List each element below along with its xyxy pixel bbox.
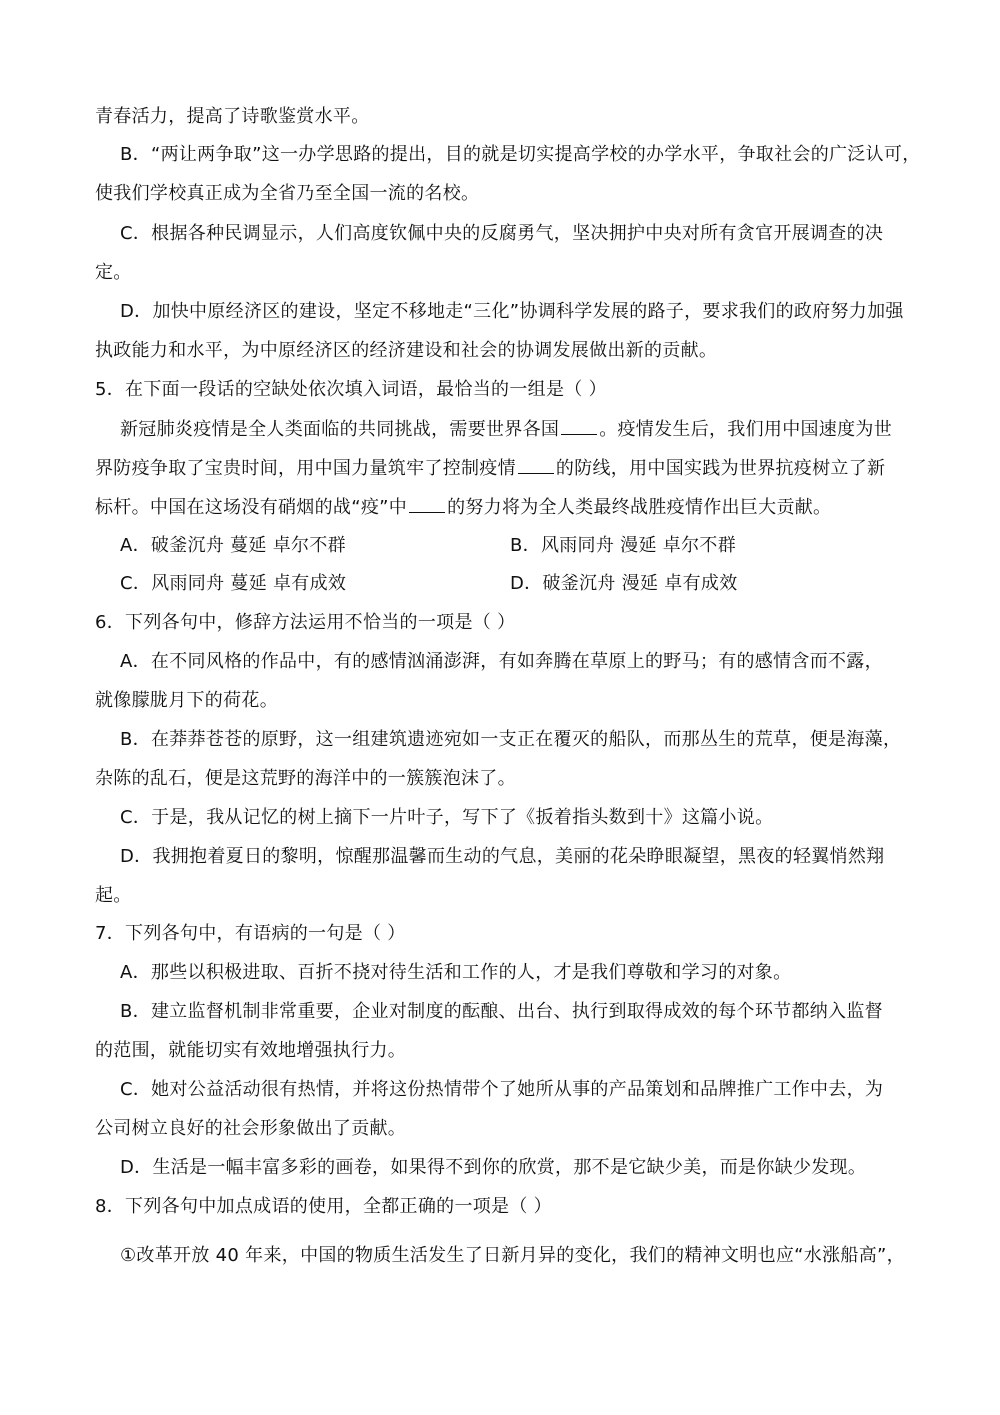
q6-option-a: A．在不同风格的作品中，有的感情汹涌澎湃，有如奔腾在草原上的野马；有的感情含而不露， [120,651,883,672]
q5-passage-line [120,416,892,443]
q4-option-d: D．加快中原经济区的建设，坚定不移地走“三化”协调科学发展的路子，要求我们的政府努力加强 [120,301,904,322]
text-line: 公司树立良好的社会形象做出了贡献。 [95,1118,407,1139]
text-line: 的范围，就能切实有效地增强执行力。 [95,1040,407,1061]
q4-option-c: C．根据各种民调显示，人们高度钦佩中央的反腐勇气，坚决拥护中央对所有贪官开展调查的决 [120,223,884,244]
fill-blank-2 [518,455,554,474]
question-5-title: 5．在下面一段话的空缺处依次填入词语，最恰当的一组是（ ） [95,379,607,400]
q5-passage-text: 。疫情发生后，我们用中国速度为世 [599,419,893,440]
q7-option-d: D．生活是一幅丰富多彩的画卷，如果得不到你的欣赏，那不是它缺少美，而是你缺少发现。 [120,1157,867,1178]
q5-passage-text: 的防线，用中国实践为世界抗疫树立了新 [555,458,886,479]
text-line: 执政能力和水平，为中原经济区的经济建设和社会的协调发展做出新的贡献。 [95,340,718,361]
text-line: 起。 [95,885,132,906]
question-7-title: 7．下列各句中，有语病的一句是（ ） [95,923,406,944]
q5-passage-text: 界防疫争取了宝贵时间，用中国力量筑牢了控制疫情 [95,458,516,479]
q6-option-c: C．于是，我从记忆的树上摘下一片叶子，写下了《扳着指头数到十》这篇小说。 [120,807,774,828]
q5-passage-line [95,494,831,521]
fill-blank-1 [561,416,597,435]
q5-option-b: B．风雨同舟 漫延 卓尔不群 [510,535,736,556]
q6-option-b: B．在莽莽苍苍的原野，这一组建筑遗迹宛如一支正在覆灭的船队，而那丛生的荒草，便是海藻， [120,729,902,750]
q5-passage-line [95,455,885,482]
text-line: 定。 [95,262,132,283]
q6-option-d: D．我拥抱着夏日的黎明，惊醒那温馨而生动的气息，美丽的花朵睁眼凝望，黑夜的轻翼悄然翔 [120,846,885,867]
question-6-title: 6．下列各句中，修辞方法运用不恰当的一项是（ ） [95,612,516,633]
text-line: 就像朦胧月下的荷花。 [95,690,278,711]
q5-passage-text: 标杆。中国在这场没有硝烟的战“疫”中 [95,497,408,518]
q5-option-c: C．风雨同舟 蔓延 卓有成效 [120,573,347,594]
text-line: 使我们学校真正成为全省乃至全国一流的名校。 [95,183,480,204]
q7-option-c: C．她对公益活动很有热情，并将这份热情带个了她所从事的产品策划和品牌推广工作中去，为 [120,1079,884,1100]
q5-passage-text: 新冠肺炎疫情是全人类面临的共同挑战，需要世界各国 [120,419,560,440]
q7-option-a: A．那些以积极进取、百折不挠对待生活和工作的人，才是我们尊敬和学习的对象。 [120,962,792,983]
q5-option-d: D．破釜沉舟 漫延 卓有成效 [510,573,738,594]
question-8-title: 8．下列各句中加点成语的使用，全都正确的一项是（ ） [95,1196,552,1217]
q7-option-b: B．建立监督机制非常重要，企业对制度的酝酿、出台、执行到取得成效的每个环节都纳入监督 [120,1001,883,1022]
q4-option-b: B．“两让两争取”这一办学思路的提出，目的就是切实提高学校的办学水平，争取社会的广泛认可， [120,144,921,165]
q5-passage-text: 的努力将为全人类最终战胜疫情作出巨大贡献。 [447,497,832,518]
text-line: 青春活力，提高了诗歌鉴赏水平。 [95,106,370,127]
fill-blank-3 [409,494,445,513]
q5-option-a: A．破釜沉舟 蔓延 卓尔不群 [120,535,346,556]
text-line: 杂陈的乱石，便是这荒野的海洋中的一簇簇泡沫了。 [95,768,516,789]
q8-item-1: ①改革开放 40 年来，中国的物质生活发生了日新月异的变化，我们的精神文明也应“水涨船高”， [120,1245,905,1266]
